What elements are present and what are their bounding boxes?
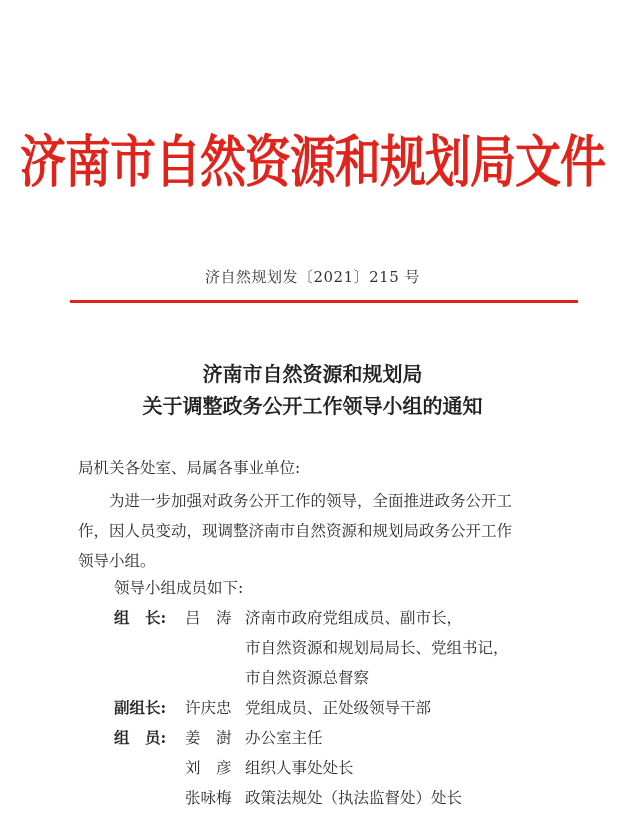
member-name: 姜 澍 <box>185 729 232 747</box>
paragraph-line: 作，因人员变动，现调整济南市自然资源和规划局政务公开工作 <box>78 522 513 540</box>
member-duty: 市自然资源总督察 <box>245 669 370 687</box>
member-row <box>0 786 625 816</box>
member-duty: 办公室主任 <box>245 729 323 747</box>
member-role: 组 员: <box>114 728 167 747</box>
member-duty: 市自然资源和规划局局长、党组书记， <box>245 639 509 657</box>
salutation: 局机关各处室、局属各事业单位: <box>78 459 301 477</box>
paragraph-line: 领导小组。 <box>78 552 156 570</box>
member-row <box>0 726 625 756</box>
member-row <box>0 756 625 786</box>
member-name: 张咏梅 <box>185 789 232 807</box>
members-intro: 领导小组成员如下: <box>114 579 244 597</box>
member-duty: 政策法规处（执法监督处）处长 <box>245 789 463 807</box>
member-duty: 济南市政府党组成员、副市长， <box>245 609 463 627</box>
member-row-deputy <box>0 696 625 726</box>
member-duty: 党组成员、正处级领导干部 <box>245 699 432 717</box>
member-name: 吕 涛 <box>185 609 232 627</box>
member-role: 副组长: <box>114 698 167 717</box>
notice-title-line-2: 关于调整政务公开工作领导小组的通知 <box>142 394 483 418</box>
document-number: 济自然规划发〔2021〕215 号 <box>204 268 421 286</box>
issuer-header-title: 济南市自然资源和规划局文件 <box>20 128 605 195</box>
member-duty: 组织人事处处长 <box>245 759 354 777</box>
paragraph-line: 为进一步加强对政务公开工作的领导，全面推进政务公开工 <box>109 492 513 510</box>
red-separator-line <box>70 300 578 303</box>
member-name: 许庆忠 <box>185 699 232 717</box>
notice-title <box>0 358 625 422</box>
member-role: 组 长: <box>114 608 167 627</box>
member-row-leader <box>0 606 625 696</box>
member-name: 刘 彦 <box>185 759 232 777</box>
notice-title-line-1: 济南市自然资源和规划局 <box>202 362 423 386</box>
body-paragraph <box>78 486 568 576</box>
